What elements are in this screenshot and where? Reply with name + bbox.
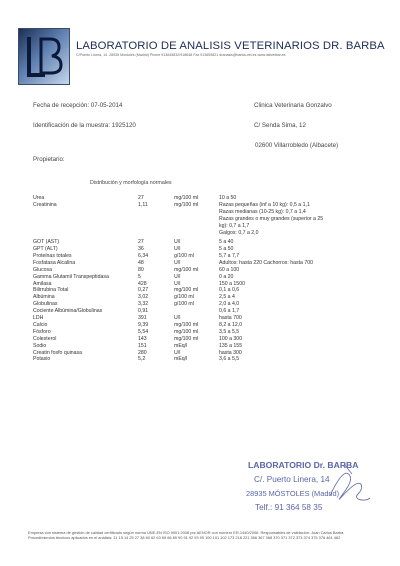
- lb-logo-icon: [19, 29, 69, 84]
- test-value: 80: [138, 266, 144, 273]
- test-name: Proteinas totales: [33, 252, 72, 259]
- clinic-city: 02600 Villarrobledo (Albacete): [255, 142, 339, 149]
- test-unit: mg/100 ml: [174, 328, 199, 335]
- test-reference: 5 a 50: [219, 246, 234, 253]
- test-reference: Adultos: hasta 220 Cachorros: hasta 700: [219, 259, 314, 266]
- test-name: Cociente Albúmina/Globulinas: [33, 308, 103, 315]
- test-reference: hasta 700: [219, 315, 242, 322]
- test-unit: U/l: [174, 239, 181, 246]
- test-reference: 2,0 a 4,0: [219, 301, 240, 308]
- test-value: 391: [138, 315, 147, 322]
- test-reference: hasta 300: [219, 349, 242, 356]
- test-reference: 3,5 a 5,5: [219, 328, 240, 335]
- test-name: Creatinina: [33, 201, 57, 208]
- test-value: 6,34: [138, 252, 149, 259]
- test-name: Globulinas: [33, 301, 58, 308]
- test-name: Amilasa: [33, 280, 52, 287]
- test-value: 36: [138, 246, 144, 253]
- laboratory-stamp: [240, 458, 372, 518]
- test-unit: U/l: [174, 280, 181, 287]
- test-unit: U/l: [174, 273, 181, 280]
- test-name: Albúmina: [33, 294, 55, 301]
- test-unit: mg/100 ml: [174, 266, 199, 273]
- test-name: Fósforo: [33, 328, 51, 335]
- stamp-line-1: LABORATORIO Dr. BARBA: [248, 460, 359, 470]
- test-reference: 8,2 a 12,0: [219, 321, 243, 328]
- stamp-line-3: 28935 MÓSTOLES (Madrid): [246, 489, 340, 498]
- test-unit: mg/100 ml: [174, 201, 199, 208]
- test-value: 151: [138, 342, 147, 349]
- reception-date: Fecha de recepción: 07-05-2014: [33, 102, 123, 109]
- test-unit: U/l: [174, 246, 181, 253]
- test-reference: 5,7 a 7,7: [219, 252, 240, 259]
- test-unit: mg/100 ml: [174, 335, 199, 342]
- test-name: GPT (ALT): [33, 246, 58, 253]
- test-name: Creatin fosfo quinasa: [33, 349, 83, 356]
- test-name: Colesterol: [33, 335, 57, 342]
- clinic-name: Clinica Veterinaria Gonzalvo: [254, 102, 332, 109]
- test-reference: 135 a 155: [219, 342, 243, 349]
- test-name: Calcio: [33, 321, 48, 328]
- test-reference: 5 a 40: [219, 239, 234, 246]
- clinic-street: C/ Senda Sima, 12: [254, 122, 306, 129]
- test-unit: U/l: [174, 349, 181, 356]
- sample-id: Identificación de la muestra: 1925120: [33, 122, 136, 129]
- test-value: 0,27: [138, 287, 149, 294]
- test-value: 5,54: [138, 328, 149, 335]
- lab-title: LABORATORIO DE ANALISIS VETERINARIOS DR. BARBA: [76, 40, 385, 52]
- lab-address: C/Puerto Linera, 14. 28935 Móstoles (Madrid) Phone 913645832/918648 Fax 913659821 dranasis@barba-vet.es www.labvetbar.es: [76, 53, 286, 57]
- test-name: Urea: [33, 195, 45, 201]
- test-unit: mg/100 ml: [174, 321, 199, 328]
- test-reference: 150 a 1500: [219, 280, 245, 287]
- result-row: [0, 230, 400, 237]
- test-value: 143: [138, 335, 147, 342]
- test-reference: 0,1 a 0,6: [219, 287, 240, 294]
- test-unit: mg/100 ml: [174, 195, 199, 201]
- test-name: GOT (AST): [33, 239, 60, 246]
- laboratory-logo: [18, 28, 70, 85]
- test-value: 5: [138, 273, 141, 280]
- owner-label: Propietario:: [33, 156, 65, 163]
- result-row: [0, 356, 400, 363]
- test-unit: U/l: [174, 259, 181, 266]
- test-unit: g/100 ml: [174, 252, 194, 259]
- test-value: 5,2: [138, 356, 146, 363]
- test-reference: 10 a 50: [219, 195, 237, 201]
- test-value: 1,11: [138, 201, 148, 208]
- test-reference: 60 a 100: [219, 266, 240, 273]
- test-value: 3,02: [138, 294, 149, 301]
- footer-note: Empresa con sistema de gestión de calidad certificado según norma UNE-EN ISO 9001:2008 por AENOR con número ER-1440/2006. Responsables de validación: Juan Carlos Barba. Procedimientos técnicos aplicados en el análisis: 11 15 14 25 27 38 60 62 63 65 66 89 90 91 92 93 95 100 101 102 173 218 221 366 367 368 370 371 372 373 374 375 376 461 462: [28, 530, 345, 540]
- test-name: Bilirrubina Total: [33, 287, 69, 294]
- test-unit: g/100 ml: [174, 294, 194, 301]
- test-name: Gamma Glutamil Transpeptidasa: [33, 273, 109, 280]
- test-reference: 2,5 a 4: [219, 294, 235, 301]
- test-value: 3,32: [138, 301, 149, 308]
- test-unit: g/100 ml: [174, 301, 194, 308]
- test-reference: Razas pequeñas (inf a 10 kg): 0,5 a 1,1: [219, 201, 310, 208]
- test-reference: 3,6 a 5,5: [219, 356, 240, 363]
- test-name: Sodio: [33, 342, 47, 349]
- test-unit: mEq/l: [174, 342, 188, 349]
- stamp-line-2: C/. Puerto Linera, 14: [254, 475, 330, 484]
- test-reference: kg): 0,7 a 1,7: [219, 222, 250, 229]
- test-reference: Razas grandes o muy grandes (superior a 25: [219, 215, 324, 222]
- stamp-line-4: Telf.: 91 364 58 35: [255, 503, 323, 512]
- section-title: Distribución y morfología normales: [90, 180, 172, 186]
- test-value: 27: [138, 239, 144, 246]
- test-value: 280: [138, 349, 147, 356]
- test-reference: 0 a 20: [219, 273, 234, 280]
- test-value: 9,39: [138, 321, 149, 328]
- test-value: 0,91: [138, 308, 149, 315]
- test-unit: mEq/l: [174, 356, 188, 363]
- test-value: 27: [138, 195, 144, 201]
- test-name: Glucosa: [33, 266, 53, 273]
- test-reference: Galgos: 0,7 a 2,0: [219, 229, 259, 236]
- test-name: Potasio: [33, 356, 51, 363]
- test-reference: 100 a 300: [219, 335, 243, 342]
- test-value: 428: [138, 280, 147, 287]
- test-unit: mg/100 ml: [174, 287, 199, 294]
- test-reference: 0,6 a 1,7: [219, 308, 240, 315]
- test-name: Fosfatasa Alcalina: [33, 259, 76, 266]
- test-value: 48: [138, 259, 144, 266]
- test-unit: U/l: [174, 315, 181, 322]
- test-name: LDH: [33, 315, 44, 322]
- test-reference: Razas medianas (10-25 kg): 0,7 a 1,4: [219, 208, 306, 215]
